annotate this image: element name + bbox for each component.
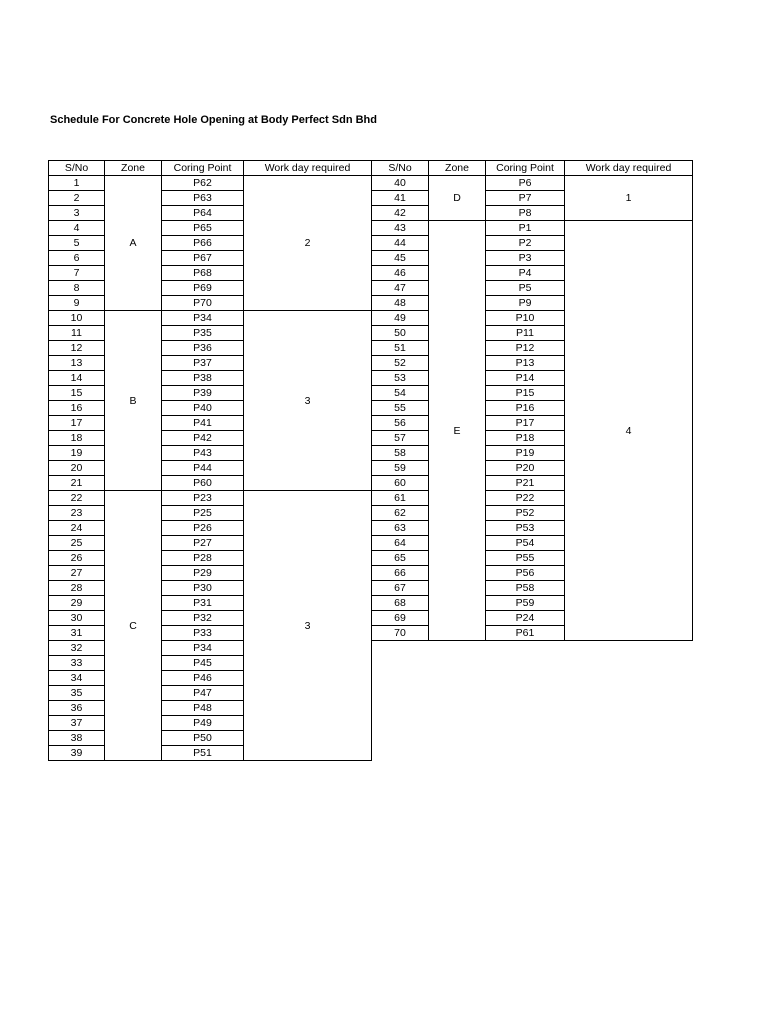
sno-cell: 54 xyxy=(372,386,429,401)
sno-cell: 33 xyxy=(49,656,105,671)
sno-cell: 50 xyxy=(372,326,429,341)
table-row xyxy=(49,491,372,506)
table-row xyxy=(372,221,693,236)
sno-cell: 2 xyxy=(49,191,105,206)
sno-cell: 38 xyxy=(49,731,105,746)
coring-point-cell: P14 xyxy=(486,371,565,386)
sno-cell: 43 xyxy=(372,221,429,236)
sno-cell: 13 xyxy=(49,356,105,371)
header-zone: Zone xyxy=(429,161,486,176)
coring-point-cell: P15 xyxy=(486,386,565,401)
header-sno: S/No xyxy=(49,161,105,176)
coring-point-cell: P20 xyxy=(486,461,565,476)
coring-point-cell: P23 xyxy=(162,491,244,506)
coring-point-cell: P24 xyxy=(486,611,565,626)
sno-cell: 61 xyxy=(372,491,429,506)
coring-point-cell: P68 xyxy=(162,266,244,281)
sno-cell: 11 xyxy=(49,326,105,341)
coring-point-cell: P58 xyxy=(486,581,565,596)
sno-cell: 49 xyxy=(372,311,429,326)
coring-point-cell: P32 xyxy=(162,611,244,626)
coring-point-cell: P11 xyxy=(486,326,565,341)
sno-cell: 27 xyxy=(49,566,105,581)
sno-cell: 55 xyxy=(372,401,429,416)
sno-cell: 19 xyxy=(49,446,105,461)
sno-cell: 45 xyxy=(372,251,429,266)
sno-cell: 57 xyxy=(372,431,429,446)
sno-cell: 6 xyxy=(49,251,105,266)
sno-cell: 31 xyxy=(49,626,105,641)
coring-point-cell: P56 xyxy=(486,566,565,581)
sno-cell: 66 xyxy=(372,566,429,581)
sno-cell: 32 xyxy=(49,641,105,656)
sno-cell: 14 xyxy=(49,371,105,386)
coring-point-cell: P6 xyxy=(486,176,565,191)
coring-point-cell: P5 xyxy=(486,281,565,296)
work-days-cell: 1 xyxy=(565,176,693,221)
sno-cell: 48 xyxy=(372,296,429,311)
coring-point-cell: P53 xyxy=(486,521,565,536)
coring-point-cell: P13 xyxy=(486,356,565,371)
zone-cell: E xyxy=(429,221,486,641)
sno-cell: 29 xyxy=(49,596,105,611)
coring-point-cell: P12 xyxy=(486,341,565,356)
coring-point-cell: P2 xyxy=(486,236,565,251)
sno-cell: 12 xyxy=(49,341,105,356)
work-days-cell: 3 xyxy=(244,491,372,761)
sno-cell: 25 xyxy=(49,536,105,551)
sno-cell: 65 xyxy=(372,551,429,566)
coring-point-cell: P64 xyxy=(162,206,244,221)
coring-point-cell: P42 xyxy=(162,431,244,446)
sno-cell: 10 xyxy=(49,311,105,326)
coring-point-cell: P46 xyxy=(162,671,244,686)
sno-cell: 22 xyxy=(49,491,105,506)
coring-point-cell: P69 xyxy=(162,281,244,296)
coring-point-cell: P52 xyxy=(486,506,565,521)
coring-point-cell: P39 xyxy=(162,386,244,401)
work-days-cell: 4 xyxy=(565,221,693,641)
coring-point-cell: P1 xyxy=(486,221,565,236)
coring-point-cell: P30 xyxy=(162,581,244,596)
sno-cell: 60 xyxy=(372,476,429,491)
sno-cell: 24 xyxy=(49,521,105,536)
sno-cell: 28 xyxy=(49,581,105,596)
sno-cell: 35 xyxy=(49,686,105,701)
coring-point-cell: P25 xyxy=(162,506,244,521)
sno-cell: 26 xyxy=(49,551,105,566)
coring-point-cell: P19 xyxy=(486,446,565,461)
coring-point-cell: P36 xyxy=(162,341,244,356)
work-days-cell: 2 xyxy=(244,176,372,311)
header-zone: Zone xyxy=(105,161,162,176)
coring-point-cell: P16 xyxy=(486,401,565,416)
coring-point-cell: P60 xyxy=(162,476,244,491)
sno-cell: 18 xyxy=(49,431,105,446)
sno-cell: 16 xyxy=(49,401,105,416)
coring-point-cell: P66 xyxy=(162,236,244,251)
coring-point-cell: P49 xyxy=(162,716,244,731)
sno-cell: 20 xyxy=(49,461,105,476)
document-title: Schedule For Concrete Hole Opening at Body Perfect Sdn Bhd xyxy=(50,114,377,126)
coring-point-cell: P50 xyxy=(162,731,244,746)
sno-cell: 46 xyxy=(372,266,429,281)
coring-point-cell: P45 xyxy=(162,656,244,671)
zone-cell: A xyxy=(105,176,162,311)
sno-cell: 70 xyxy=(372,626,429,641)
coring-point-cell: P43 xyxy=(162,446,244,461)
schedule-table-right xyxy=(371,160,693,641)
sno-cell: 58 xyxy=(372,446,429,461)
coring-point-cell: P37 xyxy=(162,356,244,371)
coring-point-cell: P70 xyxy=(162,296,244,311)
sno-cell: 63 xyxy=(372,521,429,536)
sno-cell: 53 xyxy=(372,371,429,386)
coring-point-cell: P27 xyxy=(162,536,244,551)
header-row xyxy=(372,161,693,176)
header-sno: S/No xyxy=(372,161,429,176)
sno-cell: 9 xyxy=(49,296,105,311)
zone-cell: D xyxy=(429,176,486,221)
coring-point-cell: P33 xyxy=(162,626,244,641)
coring-point-cell: P38 xyxy=(162,371,244,386)
coring-point-cell: P18 xyxy=(486,431,565,446)
zone-cell: B xyxy=(105,311,162,491)
sno-cell: 47 xyxy=(372,281,429,296)
coring-point-cell: P35 xyxy=(162,326,244,341)
header-work-days: Work day required xyxy=(565,161,693,176)
coring-point-cell: P3 xyxy=(486,251,565,266)
sno-cell: 5 xyxy=(49,236,105,251)
coring-point-cell: P40 xyxy=(162,401,244,416)
sno-cell: 1 xyxy=(49,176,105,191)
sno-cell: 7 xyxy=(49,266,105,281)
coring-point-cell: P26 xyxy=(162,521,244,536)
sno-cell: 41 xyxy=(372,191,429,206)
sno-cell: 51 xyxy=(372,341,429,356)
coring-point-cell: P44 xyxy=(162,461,244,476)
sno-cell: 8 xyxy=(49,281,105,296)
coring-point-cell: P21 xyxy=(486,476,565,491)
sno-cell: 23 xyxy=(49,506,105,521)
coring-point-cell: P31 xyxy=(162,596,244,611)
sno-cell: 21 xyxy=(49,476,105,491)
header-coring-point: Coring Point xyxy=(486,161,565,176)
sno-cell: 37 xyxy=(49,716,105,731)
work-days-cell: 3 xyxy=(244,311,372,491)
sno-cell: 34 xyxy=(49,671,105,686)
sno-cell: 15 xyxy=(49,386,105,401)
sno-cell: 67 xyxy=(372,581,429,596)
coring-point-cell: P47 xyxy=(162,686,244,701)
coring-point-cell: P17 xyxy=(486,416,565,431)
header-coring-point: Coring Point xyxy=(162,161,244,176)
coring-point-cell: P7 xyxy=(486,191,565,206)
coring-point-cell: P28 xyxy=(162,551,244,566)
sno-cell: 42 xyxy=(372,206,429,221)
coring-point-cell: P34 xyxy=(162,311,244,326)
table-row xyxy=(372,176,693,191)
sno-cell: 4 xyxy=(49,221,105,236)
sno-cell: 17 xyxy=(49,416,105,431)
coring-point-cell: P62 xyxy=(162,176,244,191)
coring-point-cell: P8 xyxy=(486,206,565,221)
coring-point-cell: P41 xyxy=(162,416,244,431)
sno-cell: 36 xyxy=(49,701,105,716)
sno-cell: 39 xyxy=(49,746,105,761)
zone-cell: C xyxy=(105,491,162,761)
coring-point-cell: P48 xyxy=(162,701,244,716)
coring-point-cell: P63 xyxy=(162,191,244,206)
sno-cell: 30 xyxy=(49,611,105,626)
table-row xyxy=(49,176,372,191)
header-row xyxy=(49,161,372,176)
sno-cell: 52 xyxy=(372,356,429,371)
schedule-table-left xyxy=(48,160,372,761)
sno-cell: 40 xyxy=(372,176,429,191)
header-work-days: Work day required xyxy=(244,161,372,176)
coring-point-cell: P55 xyxy=(486,551,565,566)
sno-cell: 44 xyxy=(372,236,429,251)
sno-cell: 69 xyxy=(372,611,429,626)
sno-cell: 3 xyxy=(49,206,105,221)
sno-cell: 56 xyxy=(372,416,429,431)
sno-cell: 64 xyxy=(372,536,429,551)
coring-point-cell: P29 xyxy=(162,566,244,581)
coring-point-cell: P67 xyxy=(162,251,244,266)
table-row xyxy=(49,311,372,326)
coring-point-cell: P65 xyxy=(162,221,244,236)
coring-point-cell: P54 xyxy=(486,536,565,551)
sno-cell: 59 xyxy=(372,461,429,476)
coring-point-cell: P59 xyxy=(486,596,565,611)
coring-point-cell: P9 xyxy=(486,296,565,311)
coring-point-cell: P4 xyxy=(486,266,565,281)
coring-point-cell: P22 xyxy=(486,491,565,506)
coring-point-cell: P10 xyxy=(486,311,565,326)
sno-cell: 62 xyxy=(372,506,429,521)
coring-point-cell: P51 xyxy=(162,746,244,761)
coring-point-cell: P61 xyxy=(486,626,565,641)
coring-point-cell: P34 xyxy=(162,641,244,656)
sno-cell: 68 xyxy=(372,596,429,611)
